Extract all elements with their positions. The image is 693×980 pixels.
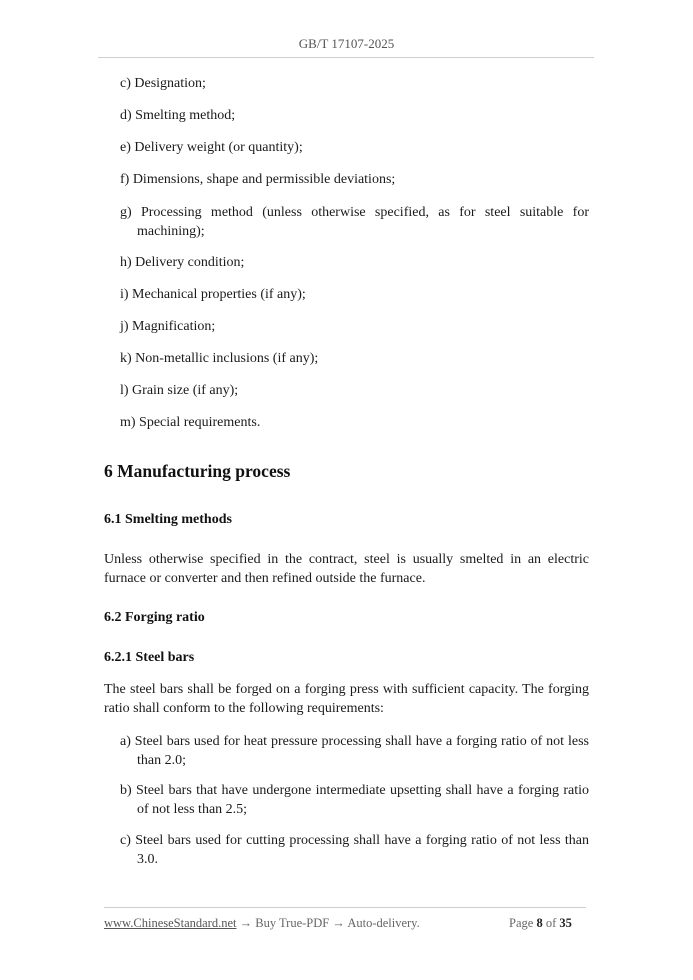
page-number: 8 <box>536 916 543 930</box>
order-item-m: m) Special requirements. <box>120 415 261 430</box>
arrow-icon: → <box>332 916 345 930</box>
section-6-2-heading: 6.2 Forging ratio <box>104 610 205 625</box>
footer-divider <box>104 907 586 908</box>
order-item-h: h) Delivery condition; <box>120 255 245 270</box>
order-item-c: c) Designation; <box>120 76 206 91</box>
order-item-j: j) Magnification; <box>120 319 216 334</box>
footer-links <box>104 916 420 931</box>
site-link[interactable]: www.ChineseStandard.net <box>104 916 237 930</box>
section-6-2-1-paragraph: The steel bars shall be forged on a forging press with sufficient capacity. The forging ratio shall conform to the following requirements: <box>104 682 589 716</box>
order-item-i: i) Mechanical properties (if any); <box>120 287 306 302</box>
section-6-2-1-heading: 6.2.1 Steel bars <box>104 650 195 665</box>
page-word: Page <box>509 916 534 930</box>
page-indicator <box>509 916 572 931</box>
arrow-icon: → <box>239 916 253 930</box>
section-6-heading: 6 Manufacturing process <box>104 461 291 481</box>
section-6-1-paragraph: Unless otherwise specified in the contract, steel is usually smelted in an electric furnace or converter and then refined outside the furnace. <box>104 552 589 586</box>
order-item-k: k) Non-metallic inclusions (if any); <box>120 351 319 366</box>
section-6-1-heading: 6.1 Smelting methods <box>104 512 232 527</box>
forging-item-b: b) Steel bars that have undergone intermediate upsetting shall have a forging ratio of not less than 2.5; <box>120 783 589 817</box>
order-item-l: l) Grain size (if any); <box>120 383 239 398</box>
document-header-id: GB/T 17107-2025 <box>298 36 395 51</box>
forging-item-a: a) Steel bars used for heat pressure processing shall have a forging ratio of not less than 2.0; <box>120 734 589 768</box>
forging-item-c: c) Steel bars used for cutting processing shall have a forging ratio of not less than 3.0. <box>120 833 589 867</box>
order-item-f: f) Dimensions, shape and permissible deviations; <box>120 172 396 187</box>
header-divider <box>98 57 594 58</box>
delivery-text: Auto-delivery. <box>347 916 420 930</box>
order-item-g: g) Processing method (unless otherwise specified, as for steel suitable for machining); <box>120 205 589 239</box>
order-item-e: e) Delivery weight (or quantity); <box>120 140 303 155</box>
buy-link[interactable]: Buy True-PDF <box>255 916 330 930</box>
order-item-d: d) Smelting method; <box>120 108 236 123</box>
of-word: of <box>545 916 557 930</box>
page-total: 35 <box>559 916 572 930</box>
